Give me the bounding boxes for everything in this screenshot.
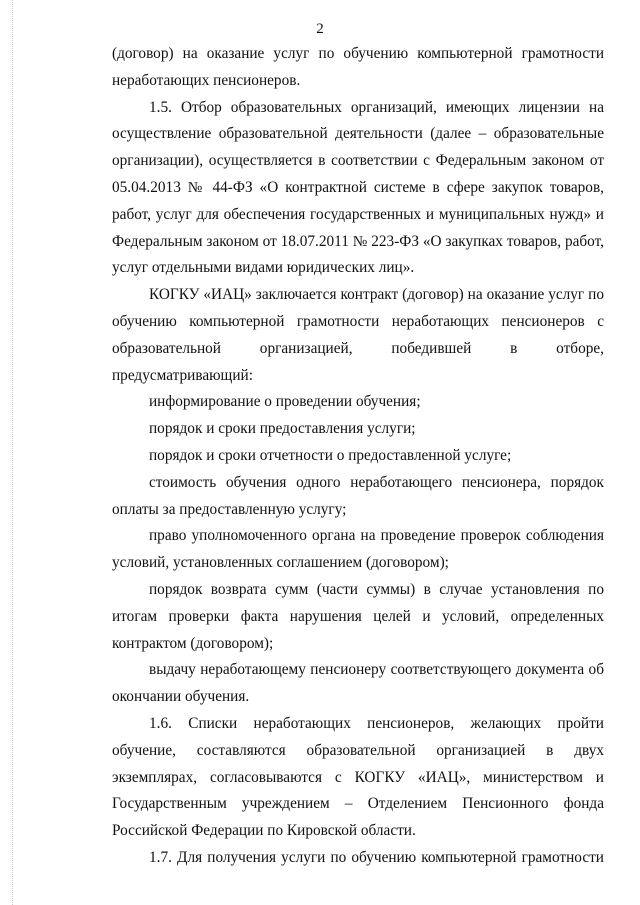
paragraph-1-7: 1.7. Для получения услуги по обучению компьютерной грамотности <box>149 848 604 866</box>
contract-item: информирование о проведении обучения; <box>149 393 421 411</box>
paragraph-1-6: 1.6. Списки неработающих пенсионеров, желающих пройти обучение, составляются образовательной организацией в двух экземплярах, согласовываются с КОГКУ «ИАЦ», министерством и Государственным учреждением – Отделением Пенсионного фонда Российской Федерации по Кировской области. <box>112 714 604 840</box>
contract-item: порядок возврата сумм (части суммы) в случае установления по итогам проверки факта нарушения целей и условий, определенных контрактом (договором); <box>112 580 604 652</box>
contract-item: выдачу неработающему пенсионеру соответствующего документа об окончании обучения. <box>112 661 604 706</box>
contract-item: стоимость обучения одного неработающего пенсионера, порядок оплаты за предоставленную услугу; <box>112 473 604 518</box>
paragraph-contract-intro: КОГКУ «ИАЦ» заключается контракт (договор) на оказание услуг по обучению компьютерной грамотности неработающих пенсионеров с образовательной организацией, победившей в отборе, предусматривающий: <box>112 286 604 384</box>
contract-item: право уполномоченного органа на проведение проверок соблюдения условий, установленных соглашением (договором); <box>112 527 604 572</box>
scan-edge-line <box>12 0 14 905</box>
document-body <box>112 41 604 872</box>
paragraph-1-5: 1.5. Отбор образовательных организаций, имеющих лицензии на осуществление образовательной деятельности (далее – образовательные организации), осуществляется в соответствии с Федеральным законом от 05.04.2013 № 44-ФЗ «О контрактной системе в сфере закупок товаров, работ, услуг для обеспечения государственных и муниципальных нужд» и Федеральным законом от 18.07.2011 № 223-ФЗ «О закупках товаров, работ, услуг отдельными видами юридических лиц». <box>112 98 604 277</box>
contract-item: порядок и сроки отчетности о предоставленной услуге; <box>149 446 512 464</box>
paragraph-continuation: (договор) на оказание услуг по обучению компьютерной грамотности неработающих пенсионеров. <box>112 45 604 89</box>
contract-item: порядок и сроки предоставления услуги; <box>149 420 416 438</box>
page-number: 2 <box>316 21 324 37</box>
